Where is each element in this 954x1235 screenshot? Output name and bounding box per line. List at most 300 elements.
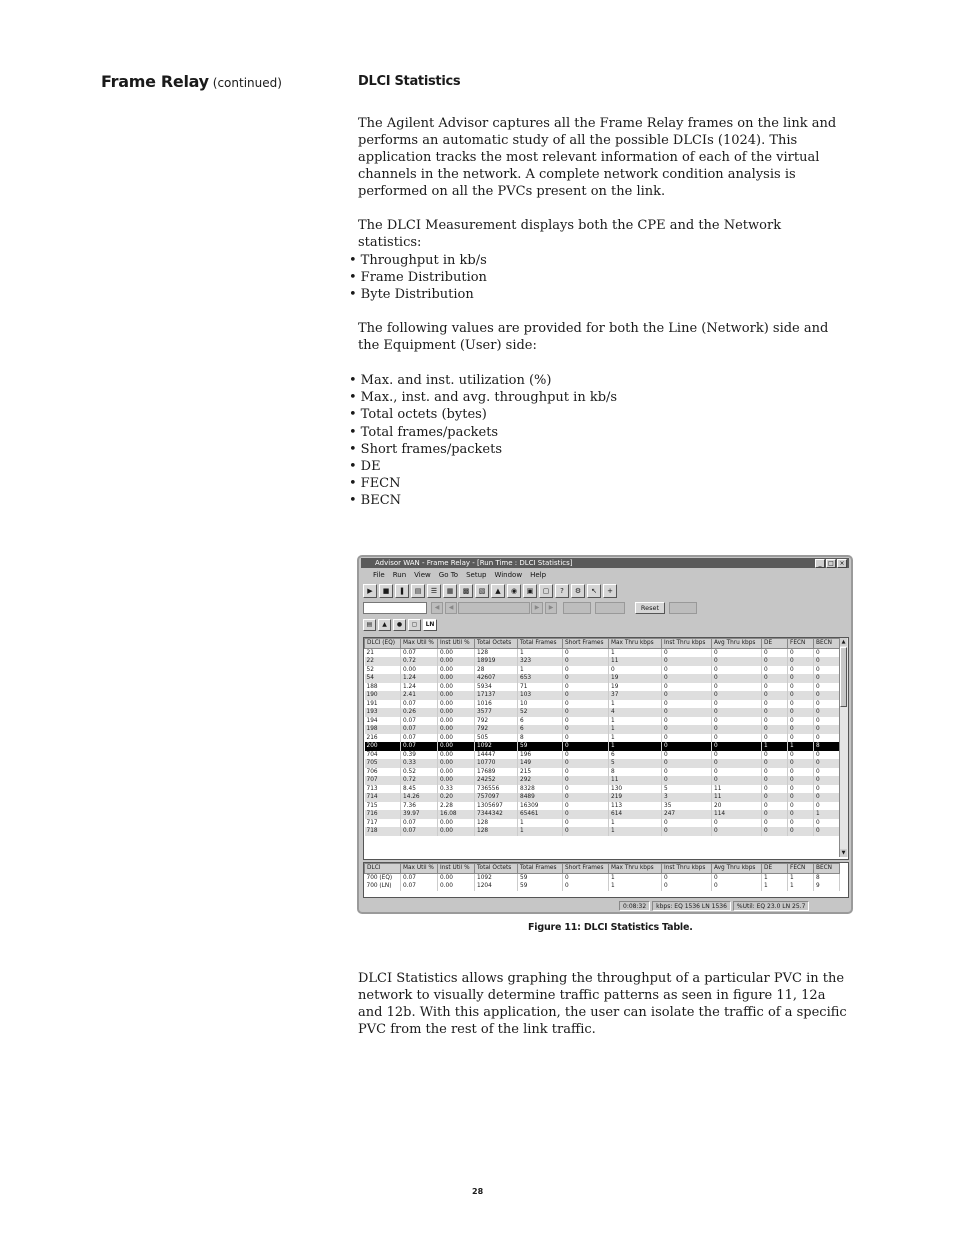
column-header[interactable]: Total Frames (518, 639, 563, 649)
table-cell: 0 (814, 768, 840, 777)
table-cell: 0 (788, 751, 814, 760)
table-cell: 0 (814, 691, 840, 700)
table-cell: 736556 (475, 785, 518, 794)
table-cell: 707 (365, 776, 401, 785)
table-cell: 0 (762, 708, 788, 717)
table-cell: 194 (365, 717, 401, 726)
table-row[interactable] (365, 708, 840, 717)
column-header[interactable]: BECN (814, 639, 840, 649)
table-cell: 0 (563, 648, 609, 657)
section-title: Frame Relay (101, 72, 209, 91)
table-cell: 0 (762, 725, 788, 734)
eq-view-icon[interactable]: ● (393, 619, 406, 631)
scroll-bar[interactable] (458, 602, 530, 614)
table-cell: 323 (518, 657, 563, 666)
column-header[interactable]: FECN (788, 639, 814, 649)
table-row[interactable] (365, 819, 840, 828)
table-cell: 0 (814, 648, 840, 657)
table-cell: 0 (788, 802, 814, 811)
filter-icon[interactable]: ▲ (491, 584, 505, 598)
table-cell: 0 (609, 666, 662, 675)
dlci-table (363, 637, 849, 860)
table-cell: 0.33 (438, 785, 475, 794)
table-cell: 0 (762, 666, 788, 675)
table-cell: 8 (814, 742, 840, 751)
table-cell: 0 (563, 810, 609, 819)
table-cell: 700 (LN) (365, 882, 401, 891)
both-view-icon[interactable]: ▢ (408, 619, 421, 631)
table-cell: 0 (762, 793, 788, 802)
pause-icon[interactable]: ❚ (395, 584, 409, 598)
table-row[interactable] (365, 776, 840, 785)
table-cell: 0 (662, 683, 712, 692)
table-row[interactable] (365, 691, 840, 700)
table-cell: 0 (662, 819, 712, 828)
table-cell: 0 (563, 717, 609, 726)
table-cell: 0 (788, 683, 814, 692)
table-cell: 1 (518, 827, 563, 836)
last-icon[interactable]: ▶ (545, 602, 557, 614)
scroll-thumb[interactable] (840, 647, 847, 707)
column-header[interactable]: BECN (814, 864, 840, 874)
table-cell: 1 (788, 873, 814, 882)
table-cell: 0 (762, 648, 788, 657)
table-cell: 714 (365, 793, 401, 802)
table-cell: 42607 (475, 674, 518, 683)
reset-button[interactable]: Reset (635, 602, 665, 614)
table-cell: 0 (712, 666, 762, 675)
table-cell: 7.36 (401, 802, 438, 811)
table-cell: 0 (788, 768, 814, 777)
table-cell: 39.97 (401, 810, 438, 819)
table-row[interactable] (365, 873, 840, 882)
table-cell: 10 (518, 700, 563, 709)
table-cell: 792 (475, 725, 518, 734)
table-cell: 0.00 (438, 768, 475, 777)
status-bar (363, 901, 847, 911)
toolbar (363, 584, 617, 598)
table-cell: 1 (788, 882, 814, 891)
table-row[interactable] (365, 648, 840, 657)
table-row[interactable] (365, 802, 840, 811)
table-cell: 0 (662, 742, 712, 751)
list-item: • Total octets (bytes) (349, 406, 617, 423)
column-header[interactable]: Inst Thru kbps (662, 864, 712, 874)
table-cell: 0 (762, 768, 788, 777)
column-header[interactable]: Inst Thru kbps (662, 639, 712, 649)
table-cell: 0 (662, 751, 712, 760)
table-cell: 0 (788, 691, 814, 700)
table-row[interactable] (365, 751, 840, 760)
table-cell: 200 (365, 742, 401, 751)
table-cell: 0 (563, 725, 609, 734)
pointer-icon[interactable]: ↖ (587, 584, 601, 598)
table-cell: 0.07 (401, 734, 438, 743)
table-cell: 193 (365, 708, 401, 717)
column-header[interactable]: DLCI (EQ) (365, 639, 401, 649)
table-cell: 54 (365, 674, 401, 683)
table-cell: 0 (788, 648, 814, 657)
table-cell: 0 (788, 734, 814, 743)
settings-icon[interactable]: ⚙ (571, 584, 585, 598)
table-cell: 59 (518, 882, 563, 891)
table-cell: 0 (712, 751, 762, 760)
table-row[interactable] (365, 725, 840, 734)
table-cell: 0 (712, 819, 762, 828)
table-cell: 28 (475, 666, 518, 675)
table-cell: 0 (563, 819, 609, 828)
table-cell: 0 (762, 683, 788, 692)
save-icon[interactable]: ▣ (523, 584, 537, 598)
table-cell: 0 (662, 717, 712, 726)
table-cell: 0 (762, 657, 788, 666)
table-cell: 1 (609, 819, 662, 828)
table-cell: 1 (609, 742, 662, 751)
table-cell: 37 (609, 691, 662, 700)
table-cell: 0.00 (438, 708, 475, 717)
table-cell: 0 (662, 674, 712, 683)
table-cell: 0 (788, 785, 814, 794)
minimize-icon[interactable]: _ (815, 559, 825, 568)
table-cell: 0.07 (401, 742, 438, 751)
menu-help[interactable]: Help (530, 571, 547, 579)
table-cell: 0.33 (401, 759, 438, 768)
grid-icon[interactable]: ▩ (459, 584, 473, 598)
disabled-button[interactable] (595, 602, 625, 614)
table-cell: 0 (662, 725, 712, 734)
table-cell: 1 (609, 725, 662, 734)
table-cell: 11 (609, 776, 662, 785)
dlci-field[interactable] (363, 602, 427, 614)
table-row[interactable] (365, 657, 840, 666)
close-icon[interactable]: × (837, 559, 847, 568)
table-cell: 0 (563, 657, 609, 666)
column-header[interactable]: DE (762, 864, 788, 874)
table-cell: 19 (609, 674, 662, 683)
column-header[interactable]: Max Util % (401, 864, 438, 874)
table-cell: 0 (814, 751, 840, 760)
table-cell: 0 (712, 873, 762, 882)
table-cell: 1 (609, 648, 662, 657)
table-cell: 0 (762, 759, 788, 768)
control-row (363, 602, 843, 614)
table-cell: 0 (788, 717, 814, 726)
table-cell: 1 (788, 742, 814, 751)
table-cell: 188 (365, 683, 401, 692)
table-cell: 3577 (475, 708, 518, 717)
table-cell: 8.45 (401, 785, 438, 794)
column-header[interactable]: Short Frames (563, 639, 609, 649)
table-cell: 1 (762, 742, 788, 751)
menu-window[interactable]: Window (494, 571, 523, 579)
table-cell: 0.00 (438, 827, 475, 836)
window-title: Advisor WAN - Frame Relay - [Run Time : DLCI Statistics] (375, 559, 573, 567)
column-header[interactable]: Inst Util % (438, 639, 475, 649)
table-cell: 1 (609, 700, 662, 709)
table-row[interactable] (365, 734, 840, 743)
table-cell: 1 (762, 873, 788, 882)
list-item: • Frame Distribution (349, 269, 487, 286)
run-icon[interactable]: ▶ (363, 584, 377, 598)
table-cell: 0 (563, 768, 609, 777)
column-header[interactable]: Total Frames (518, 864, 563, 874)
table-row[interactable] (365, 827, 840, 836)
table-cell: 505 (475, 734, 518, 743)
table-cell: 0 (563, 827, 609, 836)
column-header[interactable]: Avg Thru kbps (712, 639, 762, 649)
table-cell: 0.07 (401, 873, 438, 882)
status-kbps: kbps: EQ 1536 LN 1536 (652, 901, 731, 911)
table-row[interactable] (365, 666, 840, 675)
scroll-up-icon[interactable]: ▲ (841, 639, 846, 645)
table-cell: 0 (662, 827, 712, 836)
stats-icon[interactable]: ▧ (475, 584, 489, 598)
table-cell: 0.00 (438, 819, 475, 828)
table-cell: 0 (662, 691, 712, 700)
table-cell: 0 (662, 657, 712, 666)
table-cell: 0 (662, 708, 712, 717)
list-item: • Max., inst. and avg. throughput in kb/s (349, 389, 617, 406)
list-item: • DE (349, 458, 617, 475)
table-cell: 215 (518, 768, 563, 777)
table-cell: 0 (563, 802, 609, 811)
table-row[interactable] (365, 759, 840, 768)
disabled-button[interactable] (669, 602, 697, 614)
table-row[interactable] (365, 785, 840, 794)
menu-file[interactable]: File (373, 571, 385, 579)
table-cell: 0 (712, 882, 762, 891)
table-cell: 0 (814, 674, 840, 683)
table-cell: 0 (814, 717, 840, 726)
table-cell: 0 (762, 717, 788, 726)
table-cell: 0 (662, 700, 712, 709)
table-cell: 1 (609, 882, 662, 891)
list-item: • Total frames/packets (349, 424, 617, 441)
advisor-window-screenshot (357, 555, 853, 914)
table-cell: 247 (662, 810, 712, 819)
column-header[interactable]: Max Thru kbps (609, 639, 662, 649)
disabled-button[interactable] (563, 602, 591, 614)
table-cell: 0 (788, 657, 814, 666)
column-header[interactable]: Avg Thru kbps (712, 864, 762, 874)
table-cell: 0 (563, 674, 609, 683)
table-row[interactable] (365, 683, 840, 692)
table-cell: 614 (609, 810, 662, 819)
table-row[interactable] (365, 882, 840, 891)
table-row[interactable] (365, 793, 840, 802)
scroll-down-icon[interactable]: ▼ (841, 850, 846, 856)
column-header[interactable]: Total Octets (475, 639, 518, 649)
table-cell: 18919 (475, 657, 518, 666)
table-cell: 0 (563, 683, 609, 692)
table-cell: 7344342 (475, 810, 518, 819)
chart-icon[interactable]: ▤ (411, 584, 425, 598)
table-cell: 0 (563, 882, 609, 891)
ln-view-button[interactable]: LN (423, 619, 437, 631)
values-paragraph: The following values are provided for both the Line (Network) side and the Equipment (User) side: (358, 321, 829, 353)
table-cell: 198 (365, 725, 401, 734)
section-heading (101, 72, 282, 91)
table-cell: 1 (609, 717, 662, 726)
graph-view-icon[interactable]: ▲ (378, 619, 391, 631)
menu-goto[interactable]: Go To (438, 571, 459, 579)
list-item: • BECN (349, 492, 617, 509)
column-header[interactable]: Max Util % (401, 639, 438, 649)
table-view-icon[interactable]: ▤ (363, 619, 376, 631)
table-cell: 0 (563, 793, 609, 802)
table-cell: 20 (712, 802, 762, 811)
table-row[interactable] (365, 742, 840, 751)
table-cell: 52 (518, 708, 563, 717)
table-cell: 0 (712, 708, 762, 717)
table-cell: 0 (662, 666, 712, 675)
table-cell: 0.72 (401, 657, 438, 666)
next-icon[interactable]: ▶ (531, 602, 543, 614)
table-cell: 1092 (475, 873, 518, 882)
column-header[interactable]: Max Thru kbps (609, 864, 662, 874)
table-cell: 0 (563, 708, 609, 717)
table-cell: 6 (609, 751, 662, 760)
table-row[interactable] (365, 700, 840, 709)
table-row[interactable] (365, 717, 840, 726)
stats-list (349, 252, 487, 304)
table-cell: 1 (762, 882, 788, 891)
table-cell: 292 (518, 776, 563, 785)
table-cell: 0 (563, 742, 609, 751)
table-cell: 0.00 (438, 734, 475, 743)
table-cell: 0.07 (401, 717, 438, 726)
table-cell: 0 (814, 776, 840, 785)
table-cell: 4 (609, 708, 662, 717)
table-cell: 0 (814, 700, 840, 709)
table-cell: 1016 (475, 700, 518, 709)
table-cell: 219 (609, 793, 662, 802)
table-cell: 0.26 (401, 708, 438, 717)
table-cell: 0 (563, 785, 609, 794)
table-icon[interactable]: ▦ (443, 584, 457, 598)
column-header[interactable]: Total Octets (475, 864, 518, 874)
intro-paragraph: The Agilent Advisor captures all the Frame Relay frames on the link and performs an automatic study of all the possible DLCIs (1024). This application tracks the most relevant information of each of the virtual channels in the network. A complete network condition analysis is performed on all the PVCs present on the link. (358, 116, 837, 199)
table-cell: 0 (563, 776, 609, 785)
table-cell: 0 (762, 819, 788, 828)
table-cell: 0 (712, 827, 762, 836)
table-cell: 718 (365, 827, 401, 836)
table-cell: 0.20 (438, 793, 475, 802)
column-header[interactable]: Short Frames (563, 864, 609, 874)
table-row[interactable] (365, 810, 840, 819)
table-cell: 0 (814, 734, 840, 743)
capture-icon[interactable]: ◉ (507, 584, 521, 598)
table-cell: 0 (762, 802, 788, 811)
menu-setup[interactable]: Setup (466, 571, 487, 579)
table-cell: 0.39 (401, 751, 438, 760)
table-cell: 0 (662, 768, 712, 777)
table-cell: 1 (609, 734, 662, 743)
vertical-scrollbar[interactable] (839, 638, 848, 857)
table-cell: 2.28 (438, 802, 475, 811)
table-cell: 0 (762, 827, 788, 836)
table-cell: 0 (762, 751, 788, 760)
table-cell: 8 (518, 734, 563, 743)
table-cell: 0.52 (401, 768, 438, 777)
table-cell: 0 (712, 776, 762, 785)
page-number: 28 (472, 1187, 484, 1196)
menu-run[interactable]: Run (392, 571, 407, 579)
table-cell: 114 (712, 810, 762, 819)
table-cell: 0 (788, 725, 814, 734)
table-cell: 0 (563, 666, 609, 675)
restore-icon[interactable]: □ (826, 559, 836, 568)
table-cell: 128 (475, 819, 518, 828)
table-cell: 0 (712, 648, 762, 657)
table-cell: 0.00 (438, 742, 475, 751)
table-cell: 0 (814, 759, 840, 768)
table-cell: 1 (518, 819, 563, 828)
table-cell: 128 (475, 827, 518, 836)
table-cell: 0 (662, 776, 712, 785)
list-item: • Throughput in kb/s (349, 252, 487, 269)
table-cell: 0.00 (438, 717, 475, 726)
list-item: • Short frames/packets (349, 441, 617, 458)
table-cell: 0 (712, 700, 762, 709)
table-cell: 0 (788, 827, 814, 836)
table-cell: 5934 (475, 683, 518, 692)
table-cell: 196 (518, 751, 563, 760)
list-icon[interactable]: ☰ (427, 584, 441, 598)
table-cell: 52 (365, 666, 401, 675)
table-cell: 14447 (475, 751, 518, 760)
table-cell: 1 (518, 648, 563, 657)
menu-bar (363, 570, 847, 580)
table-cell: 0 (788, 819, 814, 828)
table-cell: 17689 (475, 768, 518, 777)
table-header-row (365, 864, 840, 874)
column-header[interactable]: Inst Util % (438, 864, 475, 874)
table-cell: 8328 (518, 785, 563, 794)
table-cell: 216 (365, 734, 401, 743)
table-cell: 0.00 (438, 751, 475, 760)
stop-icon[interactable]: ■ (379, 584, 393, 598)
table-cell: 0.00 (438, 776, 475, 785)
add-icon[interactable]: + (603, 584, 617, 598)
prev-icon[interactable]: ◀ (445, 602, 457, 614)
table-cell: 705 (365, 759, 401, 768)
print-icon[interactable]: ▢ (539, 584, 553, 598)
help-icon[interactable]: ? (555, 584, 569, 598)
subheading: DLCI Statistics (358, 74, 461, 89)
column-header[interactable]: DLCI (365, 864, 401, 874)
table-cell: 0 (762, 734, 788, 743)
column-header[interactable]: DE (762, 639, 788, 649)
table-cell: 717 (365, 819, 401, 828)
table-cell: 0 (563, 691, 609, 700)
values-list (349, 372, 617, 510)
table-cell: 715 (365, 802, 401, 811)
table-cell: 0 (762, 674, 788, 683)
first-icon[interactable]: ◀ (431, 602, 443, 614)
table-cell: 0 (563, 700, 609, 709)
table-cell: 113 (609, 802, 662, 811)
table-cell: 22 (365, 657, 401, 666)
column-header[interactable]: FECN (788, 864, 814, 874)
table-cell: 0 (762, 785, 788, 794)
table-row[interactable] (365, 768, 840, 777)
table-cell: 0.00 (401, 666, 438, 675)
table-row[interactable] (365, 674, 840, 683)
menu-view[interactable]: View (414, 571, 431, 579)
table-cell: 716 (365, 810, 401, 819)
table-cell: 103 (518, 691, 563, 700)
